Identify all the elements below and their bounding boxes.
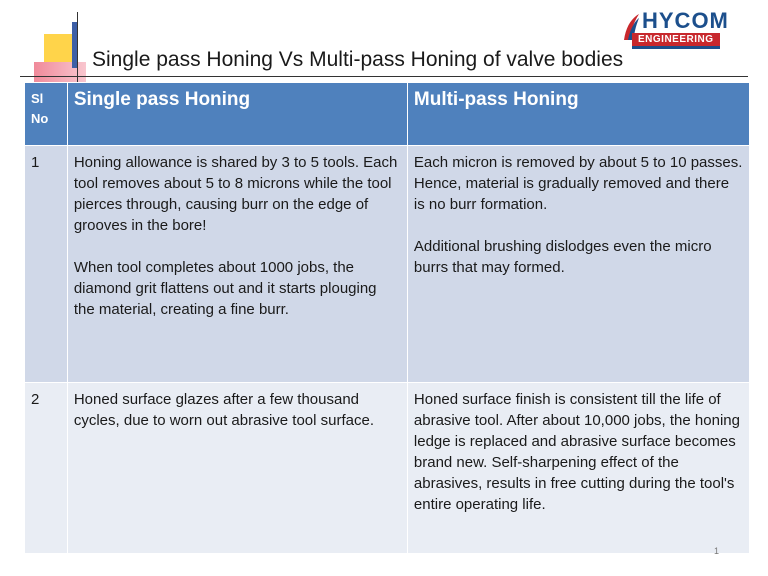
single-pass-cell — [67, 383, 407, 554]
cell-paragraph: Each micron is removed by about 5 to 10 passes. Hence, material is gradually removed and there is no burr formation. — [413, 154, 743, 213]
company-logo — [622, 10, 750, 50]
row-number: 2 — [25, 383, 68, 554]
cell-paragraph: Honed surface finish is consistent till the life of abrasive tool. After about 10,000 jobs, the honing ledge is replaced and abrasive surface becomes brand new. Self-sharpening effect of the abrasives, results in free cutting during the tool's entire operating life. — [413, 391, 740, 513]
header-single-pass: Single pass Honing — [67, 83, 407, 146]
slide-title: Single pass Honing Vs Multi-pass Honing of valve bodies — [92, 48, 624, 71]
title-underline — [20, 76, 748, 77]
table-header-row — [25, 83, 750, 146]
cell-paragraph: Honed surface glazes after a few thousand cycles, due to worn out abrasive tool surface. — [73, 391, 374, 429]
logo-subtitle: ENGINEERING — [632, 33, 720, 49]
decor-vertical-line — [77, 12, 78, 84]
multi-pass-cell — [407, 383, 749, 554]
cell-paragraph: Honing allowance is shared by 3 to 5 tools. Each tool removes about 5 to 8 microns while the tool pierces through, causing burr on the edge of grooves in the bore! — [73, 154, 398, 234]
cell-paragraph: Additional brushing dislodges even the micro burrs that may formed. — [413, 238, 712, 276]
table-row — [25, 146, 750, 383]
multi-pass-cell — [407, 146, 749, 383]
row-number: 1 — [25, 146, 68, 383]
logo-wordmark: HYCOM — [642, 8, 729, 33]
decor-pink-bar — [34, 62, 86, 82]
single-pass-cell — [67, 146, 407, 383]
header-sl-no: Sl No — [25, 83, 68, 146]
header-multi-pass: Multi-pass Honing — [407, 83, 749, 146]
comparison-table — [24, 82, 750, 554]
page-number: 1 — [714, 546, 720, 556]
table-row — [25, 383, 750, 554]
cell-paragraph: When tool completes about 1000 jobs, the diamond grit flattens out and it starts plouging the material, creating a fine burr. — [73, 259, 377, 318]
